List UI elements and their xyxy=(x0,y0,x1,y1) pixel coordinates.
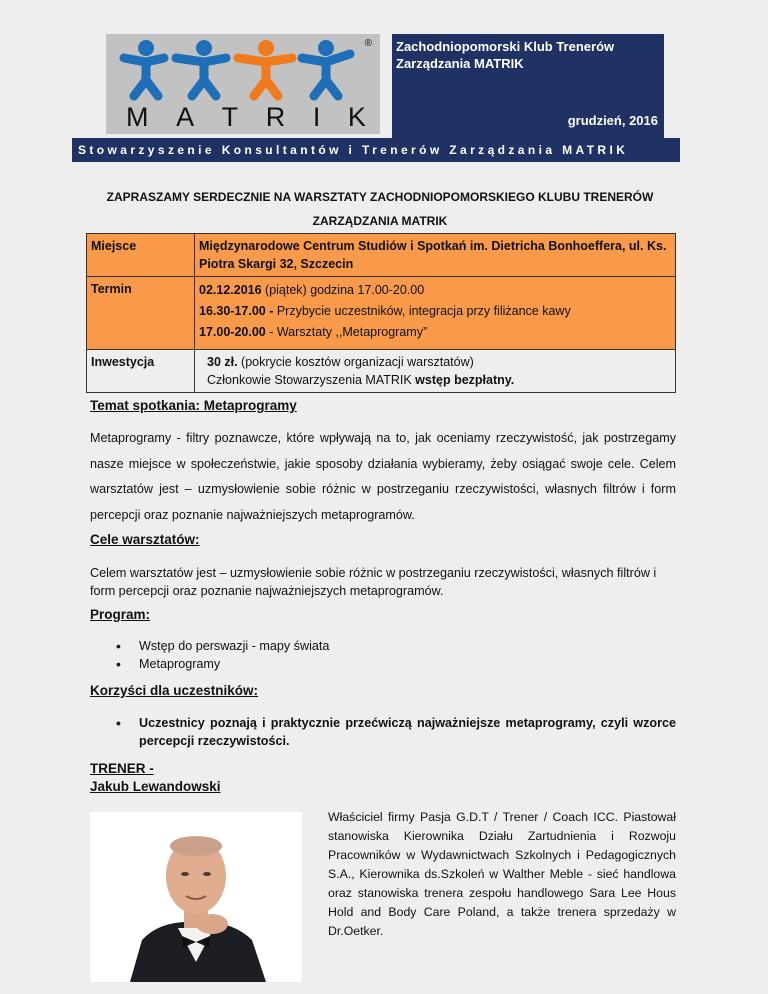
logo-wordmark xyxy=(126,102,366,133)
registered-mark: ® xyxy=(364,38,372,49)
goals-heading: Cele warsztatów: xyxy=(90,532,200,547)
event-info-table xyxy=(86,233,676,393)
people-icon xyxy=(106,34,380,104)
invitation-heading: ZAPRASZAMY SERDECZNIE NA WARSZTATY ZACHODNIOPOMORSKIEGO KLUBU TRENERÓW ZARZĄDZANIA MATRIK xyxy=(106,190,654,228)
list-item: • Wstęp do perswazji - mapy świata xyxy=(90,637,676,655)
workshop-desc: - Warsztaty ,,Metaprogramy” xyxy=(265,325,428,339)
matrik-logo xyxy=(106,34,380,134)
trainer-bio: Właściciel firmy Pasja G.D.T / Trener / Coach ICC. Piastował stanowiska Kierownika Działu Zartudnienia i Rozwoju Pracowników w Wydawnictwach Szkolnych i Pedagogicznych S.A., Kierownika ds.Szkoleń w Walther Meble - sieć handlowa oraz stanowiska trenera zespołu handlowego Sara Lee Hous Hold and Body Care Poland, a także trenera sprzedaży w Dr.Oetker. xyxy=(328,810,676,938)
club-header-box xyxy=(392,34,664,138)
place-value: Międzynarodowe Centrum Studiów i Spotkań im. Dietricha Bonhoeffera, ul. Ks. Piotra Skargi 32, Szczecin xyxy=(195,234,676,277)
investment-label: Inwestycja xyxy=(87,350,195,393)
benefits-list xyxy=(90,714,676,750)
workshop-time: 17.00-20.00 xyxy=(199,325,266,339)
program-heading: Program: xyxy=(90,607,151,622)
place-row xyxy=(87,234,676,277)
trainer-block xyxy=(90,760,221,796)
price: 30 zł. xyxy=(207,355,238,369)
place-label: Miejsce xyxy=(87,234,195,277)
goals-text: Celem warsztatów jest – uzmysłowienie sobie różnic w postrzeganiu rzeczywistości, własnych filtrów i form percepcji oraz poznanie najważniejszych metaprogramów. xyxy=(90,566,657,598)
program-list xyxy=(90,637,676,673)
logo-letter: I xyxy=(312,102,321,132)
members-text: Członkowie Stowarzyszenia MATRIK xyxy=(207,373,416,387)
person-portrait-icon xyxy=(90,812,302,982)
association-banner: Stowarzyszenie Konsultantów i Trenerów Zarządzania MATRIK xyxy=(72,138,680,162)
list-item: • Uczestnicy poznają i praktycznie przećwiczą najważniejsze metaprogramy, czyli wzorce percepcji rzeczywistości. xyxy=(90,714,676,750)
term-date: 02.12.2016 xyxy=(199,283,262,297)
logo-letter: R xyxy=(265,102,286,132)
free-entry: wstęp bezpłatny. xyxy=(415,373,515,387)
logo-letter: K xyxy=(347,102,366,132)
logo-letter: M xyxy=(126,102,149,132)
club-name: Zachodniopomorski Klub Trenerów Zarządzania MATRIK xyxy=(396,39,615,71)
investment-value xyxy=(195,350,676,393)
benefits-heading: Korzyści dla uczestników: xyxy=(90,683,259,698)
topic-heading: Temat spotkania: Metaprogramy xyxy=(90,398,297,413)
trainer-title: TRENER - xyxy=(90,761,154,776)
term-label: Termin xyxy=(87,277,195,350)
arrival-time: 16.30-17.00 - xyxy=(199,304,274,318)
term-row xyxy=(87,277,676,350)
trainer-name: Jakub Lewandowski xyxy=(90,779,221,794)
term-date-rest: (piątek) godzina 17.00-20.00 xyxy=(261,283,425,297)
price-desc: (pokrycie kosztów organizacji warsztatów) xyxy=(237,355,474,369)
trainer-photo xyxy=(90,812,302,982)
term-value xyxy=(195,277,676,350)
logo-letter: A xyxy=(176,102,195,132)
investment-row xyxy=(87,350,676,393)
logo-letter: T xyxy=(221,102,239,132)
arrival-desc: Przybycie uczestników, integracja przy filiżance kawy xyxy=(273,304,571,318)
issue-date: grudzień, 2016 xyxy=(567,113,658,128)
topic-text: Metaprogramy - filtry poznawcze, które wpływają na to, jak oceniamy rzeczywistość, jak postrzegamy nasze miejsce w społeczeństwie, jakie sposoby działania wybieramy, żeby osiągać swoje cele. Celem warsztatów jest – uzmysłowienie sobie różnic w postrzeganiu rzeczywistości, własnych filtrów i form percepcji oraz poznanie najważniejszych metaprogramów. xyxy=(90,431,676,522)
list-item: • Metaprogramy xyxy=(90,655,676,673)
